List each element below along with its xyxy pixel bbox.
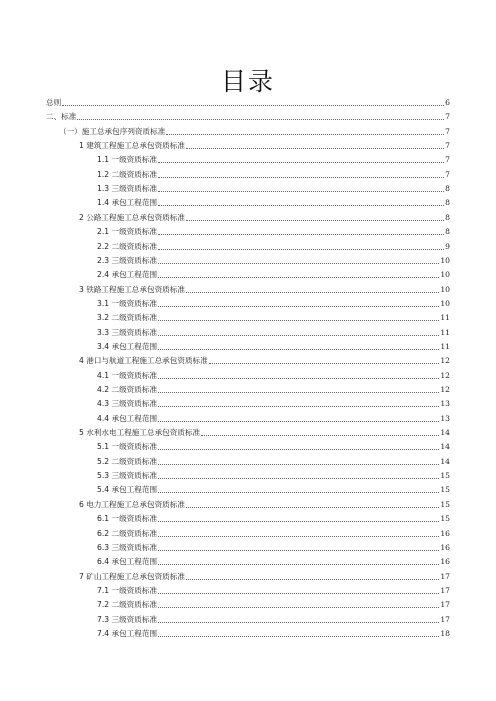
toc-entry[interactable] bbox=[97, 383, 450, 397]
toc-entry-page-number: 15 bbox=[440, 471, 450, 481]
toc-entry-label: 6.1 一级资质标准 bbox=[97, 514, 158, 524]
toc-entry-label: 6.3 三级资质标准 bbox=[97, 542, 158, 552]
toc-entry-page-number: 12 bbox=[440, 370, 450, 380]
toc-entry[interactable] bbox=[97, 469, 450, 483]
toc-entry[interactable] bbox=[59, 125, 450, 139]
dot-leader bbox=[201, 426, 439, 440]
toc-entry-label: 6 电力工程施工总承包资质标准 bbox=[79, 499, 185, 509]
toc-entry-page-number: 13 bbox=[440, 413, 450, 423]
toc-entry-label: 6.2 二级资质标准 bbox=[97, 528, 158, 538]
toc-entry-label: 2.1 一级资质标准 bbox=[97, 227, 158, 237]
toc-entry-label: 2.4 承包工程范围 bbox=[97, 270, 158, 280]
dot-leader bbox=[158, 512, 439, 526]
toc-entry-page-number: 14 bbox=[440, 442, 450, 452]
toc-entry[interactable] bbox=[97, 326, 450, 340]
toc-entry-label: 4.3 三级资质标准 bbox=[97, 399, 158, 409]
dot-leader bbox=[158, 469, 439, 483]
dot-leader bbox=[158, 412, 439, 426]
dot-leader bbox=[158, 182, 444, 196]
toc-entry-label: 5.1 一级资质标准 bbox=[97, 442, 158, 452]
toc-entry-page-number: 7 bbox=[445, 141, 450, 151]
dot-leader bbox=[186, 211, 444, 225]
toc-entry[interactable] bbox=[79, 354, 450, 368]
dot-leader bbox=[166, 125, 444, 139]
toc-entry-page-number: 12 bbox=[440, 356, 450, 366]
toc-entry-page-number: 11 bbox=[440, 327, 450, 337]
toc-entry[interactable] bbox=[97, 297, 450, 311]
toc-entry-label: 3.1 一级资质标准 bbox=[97, 298, 158, 308]
dot-leader bbox=[62, 96, 444, 110]
dot-leader bbox=[158, 326, 439, 340]
dot-leader bbox=[158, 455, 439, 469]
toc-entry-label: 二、标准 bbox=[46, 112, 77, 122]
dot-leader bbox=[158, 297, 439, 311]
toc-entry-label: 5.2 二级资质标准 bbox=[97, 456, 158, 466]
toc-entry-page-number: 17 bbox=[440, 571, 450, 581]
toc-entry-label: （一）施工总承包序列资质标准 bbox=[59, 126, 166, 136]
dot-leader bbox=[158, 383, 439, 397]
toc-entry-page-number: 15 bbox=[440, 485, 450, 495]
toc-entry-page-number: 12 bbox=[440, 385, 450, 394]
dot-leader bbox=[158, 397, 439, 411]
toc-entry-page-number: 8 bbox=[445, 227, 450, 237]
toc-entry-label: 3.4 承包工程范围 bbox=[97, 341, 158, 351]
toc-entry[interactable] bbox=[97, 196, 450, 210]
toc-entry[interactable] bbox=[97, 153, 450, 167]
toc-entry-page-number: 8 bbox=[445, 184, 450, 194]
toc-entry-label: 2 公路工程施工总承包资质标准 bbox=[79, 212, 185, 222]
toc-entry[interactable] bbox=[97, 584, 450, 598]
dot-leader bbox=[158, 527, 439, 541]
toc-entry-page-number: 13 bbox=[440, 399, 450, 409]
toc-entry-label: 1.4 承包工程范围 bbox=[97, 198, 158, 208]
dot-leader bbox=[158, 555, 439, 569]
toc-entry[interactable] bbox=[97, 268, 450, 282]
toc-entry-label: 7.1 一级资质标准 bbox=[97, 585, 158, 595]
table-of-contents bbox=[0, 95, 496, 645]
toc-entry-page-number: 17 bbox=[440, 585, 450, 595]
toc-entry-page-number: 6 bbox=[445, 98, 450, 107]
toc-entry[interactable] bbox=[97, 369, 450, 383]
toc-entry-label: 7.2 二级资质标准 bbox=[97, 600, 158, 610]
dot-leader bbox=[186, 570, 439, 584]
toc-entry[interactable] bbox=[79, 570, 450, 584]
toc-entry[interactable] bbox=[46, 96, 450, 110]
dot-leader bbox=[186, 498, 439, 512]
toc-entry-label: 1 建筑工程施工总承包资质标准 bbox=[79, 141, 185, 151]
toc-entry[interactable] bbox=[97, 412, 450, 426]
toc-entry-page-number: 10 bbox=[440, 270, 450, 280]
toc-entry-label: 4 港口与航道工程施工总承包资质标准 bbox=[79, 356, 208, 366]
toc-entry-page-number: 16 bbox=[440, 542, 450, 552]
toc-entry-label: 1.3 三级资质标准 bbox=[97, 184, 158, 194]
toc-entry-page-number: 17 bbox=[440, 614, 450, 624]
dot-leader bbox=[158, 240, 444, 254]
toc-entry-page-number: 15 bbox=[440, 514, 450, 524]
dot-leader bbox=[77, 110, 444, 124]
toc-entry[interactable] bbox=[97, 311, 450, 325]
toc-entry[interactable] bbox=[79, 211, 450, 225]
toc-entry[interactable] bbox=[79, 426, 450, 440]
dot-leader bbox=[158, 311, 439, 325]
dot-leader bbox=[158, 613, 439, 627]
toc-entry-page-number: 10 bbox=[440, 255, 450, 265]
toc-entry-page-number: 18 bbox=[440, 628, 450, 638]
toc-entry[interactable] bbox=[97, 455, 450, 469]
toc-entry-page-number: 8 bbox=[445, 212, 450, 222]
toc-entry-label: 4.4 承包工程范围 bbox=[97, 413, 158, 423]
dot-leader bbox=[158, 268, 439, 282]
page-title: 目录 bbox=[220, 67, 275, 96]
toc-entry[interactable] bbox=[97, 397, 450, 411]
dot-leader bbox=[158, 598, 439, 612]
toc-entry[interactable] bbox=[97, 182, 450, 196]
toc-entry[interactable] bbox=[97, 541, 450, 555]
dot-leader bbox=[158, 440, 439, 454]
toc-entry[interactable] bbox=[97, 254, 450, 268]
toc-entry-page-number: 7 bbox=[445, 112, 450, 122]
toc-entry-page-number: 10 bbox=[440, 284, 450, 294]
toc-entry-label: 4.1 一级资质标准 bbox=[97, 370, 158, 380]
toc-entry-label: 7.4 承包工程范围 bbox=[97, 628, 158, 638]
toc-entry[interactable] bbox=[97, 483, 450, 497]
toc-entry[interactable] bbox=[97, 440, 450, 454]
toc-entry[interactable] bbox=[97, 627, 450, 641]
toc-entry-label: 3.3 三级资质标准 bbox=[97, 327, 158, 337]
dot-leader bbox=[158, 369, 439, 383]
dot-leader bbox=[158, 168, 444, 182]
toc-entry-page-number: 15 bbox=[440, 499, 450, 509]
dot-leader bbox=[186, 139, 444, 153]
toc-entry[interactable] bbox=[97, 225, 450, 239]
toc-entry-page-number: 17 bbox=[440, 600, 450, 610]
toc-entry-label: 2.2 二级资质标准 bbox=[97, 241, 158, 251]
toc-entry[interactable] bbox=[97, 340, 450, 354]
toc-entry-page-number: 7 bbox=[445, 155, 450, 165]
toc-entry[interactable] bbox=[79, 139, 450, 153]
toc-entry[interactable] bbox=[97, 168, 450, 182]
toc-entry-label: 5 水利水电工程施工总承包资质标准 bbox=[79, 428, 201, 438]
toc-entry-label: 1.1 一级资质标准 bbox=[97, 155, 158, 165]
dot-leader bbox=[158, 584, 439, 598]
toc-entry-label: 1.2 二级资质标准 bbox=[97, 169, 158, 179]
dot-leader bbox=[186, 283, 439, 297]
toc-entry-label: 总则 bbox=[46, 98, 62, 107]
dot-leader bbox=[158, 483, 439, 497]
toc-entry-page-number: 10 bbox=[440, 298, 450, 308]
toc-entry-label: 3 铁路工程施工总承包资质标准 bbox=[79, 284, 185, 294]
dot-leader bbox=[158, 541, 439, 555]
toc-entry-label: 5.4 承包工程范围 bbox=[97, 485, 158, 495]
toc-entry[interactable] bbox=[79, 283, 450, 297]
toc-entry[interactable] bbox=[97, 613, 450, 627]
dot-leader bbox=[158, 627, 439, 641]
toc-entry-label: 6.4 承包工程范围 bbox=[97, 557, 158, 567]
dot-leader bbox=[158, 153, 444, 167]
toc-entry[interactable] bbox=[97, 555, 450, 569]
toc-entry-page-number: 14 bbox=[440, 456, 450, 466]
dot-leader bbox=[158, 254, 439, 268]
toc-entry-label: 5.3 三级资质标准 bbox=[97, 471, 158, 481]
toc-entry-label: 3.2 二级资质标准 bbox=[97, 313, 158, 323]
toc-entry[interactable] bbox=[46, 110, 450, 124]
dot-leader bbox=[158, 225, 444, 239]
dot-leader bbox=[158, 340, 439, 354]
toc-entry[interactable] bbox=[79, 498, 450, 512]
toc-entry-label: 7.3 三级资质标准 bbox=[97, 614, 158, 624]
toc-entry[interactable] bbox=[97, 240, 450, 254]
dot-leader bbox=[209, 354, 440, 368]
toc-entry-page-number: 11 bbox=[440, 341, 450, 351]
toc-entry-page-number: 9 bbox=[445, 241, 450, 251]
toc-entry-label: 2.3 三级资质标准 bbox=[97, 255, 158, 265]
toc-entry-page-number: 8 bbox=[445, 198, 450, 208]
toc-entry[interactable] bbox=[97, 598, 450, 612]
toc-entry-label: 7 矿山工程施工总承包资质标准 bbox=[79, 571, 185, 581]
dot-leader bbox=[158, 196, 444, 210]
toc-entry-page-number: 7 bbox=[445, 169, 450, 179]
toc-entry-page-number: 7 bbox=[445, 126, 450, 136]
toc-entry-page-number: 11 bbox=[440, 313, 450, 323]
toc-entry[interactable] bbox=[97, 527, 450, 541]
toc-entry-page-number: 14 bbox=[440, 428, 450, 438]
toc-entry-label: 4.2 二级资质标准 bbox=[97, 385, 158, 394]
toc-entry-page-number: 16 bbox=[440, 557, 450, 567]
toc-entry-page-number: 16 bbox=[440, 528, 450, 538]
toc-entry[interactable] bbox=[97, 512, 450, 526]
